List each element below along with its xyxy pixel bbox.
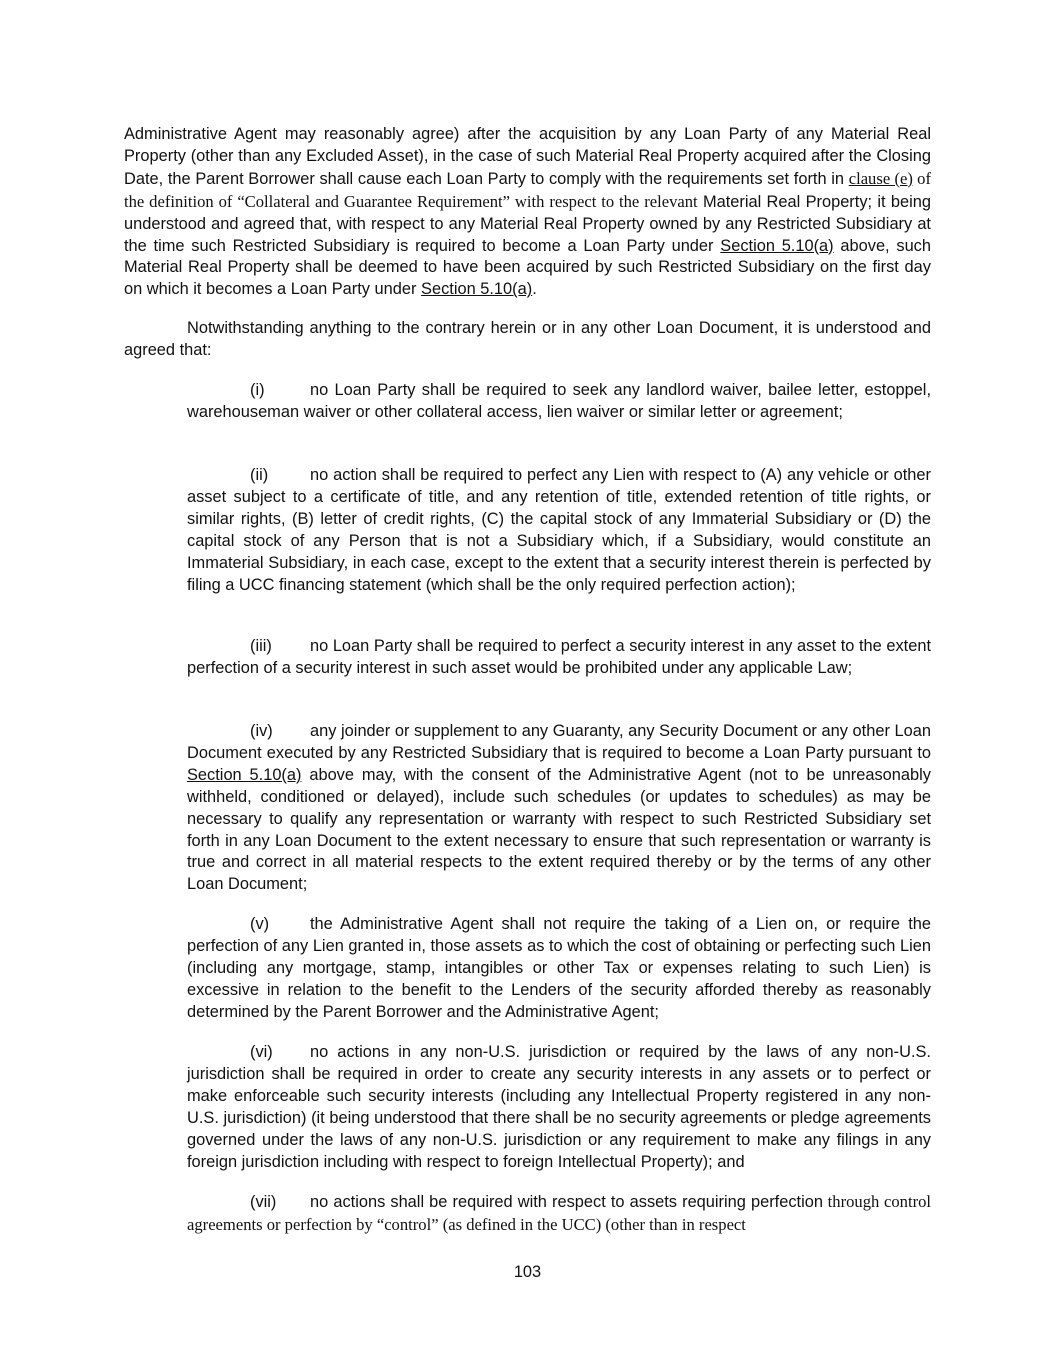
- item-number: (iv): [250, 722, 273, 740]
- clause-e-reference: clause (e): [848, 168, 913, 188]
- section-5-10a-reference: Section 5.10(a): [187, 765, 302, 784]
- item-number: (iii): [250, 637, 272, 655]
- list-item: (i) no Loan Party shall be required to seek any landlord waiver, bailee letter, estoppel, warehouseman waiver or other collateral access, lien waiver or similar letter or agreement;: [187, 381, 931, 421]
- list-item: (vi) no actions in any non-U.S. jurisdiction or required by the laws of any non-U.S. jurisdiction shall be required in order to create any security interests in any assets or to perfect or make enforceable such security interests (including any Intellectual Property registered in any non-U.S. jurisdiction) (it being understood that there shall be no security agreements or pledge agreements governed under the laws of any non-U.S. jurisdiction or any requirement to make any filings in any foreign jurisdiction including with respect to foreign Intellectual Property); and: [187, 1043, 931, 1171]
- paragraph-continuation: Administrative Agent may reasonably agree) after the acquisition by any Loan Party of any Material Real Property (other than any Excluded Asset), in the case of such Material Real Property acquired after the Closing Date, the Parent Borrower shall cause each Loan Party to comply with the requirements set forth in clause (e) of the definition of “Collateral and Guarantee Requirement” with respect to the relevant Material Real Property; it being understood and agreed that, with respect to any Material Real Property owned by any Restricted Subsidiary at the time such Restricted Subsidiary is required to become a Loan Party under Section 5.10(a) above, such Material Real Property shall be deemed to have been acquired by such Restricted Subsidiary on the first day on which it becomes a Loan Party under Section 5.10(a).: [124, 125, 931, 299]
- item-number: (vii): [250, 1193, 277, 1211]
- list-item: (vii) no actions shall be required with respect to assets requiring perfection through control agreements or perfection by “control” (as defined in the UCC) (other than in respect: [187, 1192, 932, 1234]
- page-number: 103: [513, 1263, 542, 1281]
- paragraph-notwithstanding: Notwithstanding anything to the contrary herein or in any other Loan Document, it is understood and agreed that:: [124, 319, 931, 359]
- list-item: (ii) no action shall be required to perfect any Lien with respect to (A) any vehicle or other asset subject to a certificate of title, and any retention of title, extended retention of title rights, or similar rights, (B) letter of credit rights, (C) the capital stock of any Immaterial Subsidiary or (D) the capital stock of any Person that is not a Subsidiary which, if a Subsidiary, would constitute an Immaterial Subsidiary, in each case, except to the extent that a security interest therein is perfected by filing a UCC financing statement (which shall be the only required perfection action);: [187, 466, 931, 594]
- section-5-10a-reference: Section 5.10(a): [421, 280, 533, 299]
- list-item: (v) the Administrative Agent shall not require the taking of a Lien on, or require the perfection of any Lien granted in, those assets as to which the cost of obtaining or perfecting such Lien (including any mortgage, stamp, intangibles or other Tax or expenses relating to such Lien) is excessive in relation to the benefit to the Lenders of the security afforded thereby as reasonably determined by the Parent Borrower and the Administrative Agent;: [187, 915, 931, 1021]
- item-number: (v): [250, 915, 270, 933]
- list-item: (iii) no Loan Party shall be required to perfect a security interest in any asset to the extent perfection of a security interest in such asset would be prohibited under any applicable Law;: [187, 637, 931, 677]
- section-5-10a-reference: Section 5.10(a): [720, 236, 834, 255]
- item-number: (i): [250, 381, 265, 399]
- item-number: (vi): [250, 1043, 273, 1061]
- item-number: (ii): [250, 466, 269, 484]
- list-item: (iv) any joinder or supplement to any Guaranty, any Security Document or any other Loan Document executed by any Restricted Subsidiary that is required to become a Loan Party pursuant to Section 5.10(a) above may, with the consent of the Administrative Agent (not to be unreasonably withheld, conditioned or delayed), include such schedules (or updates to schedules) as may be necessary to qualify any representation or warranty with respect to such Restricted Subsidiary set forth in any Loan Document to the extent necessary to ensure that such representation or warranty is true and correct in all material respects to the extent required thereby or by the terms of any other Loan Document;: [187, 722, 931, 894]
